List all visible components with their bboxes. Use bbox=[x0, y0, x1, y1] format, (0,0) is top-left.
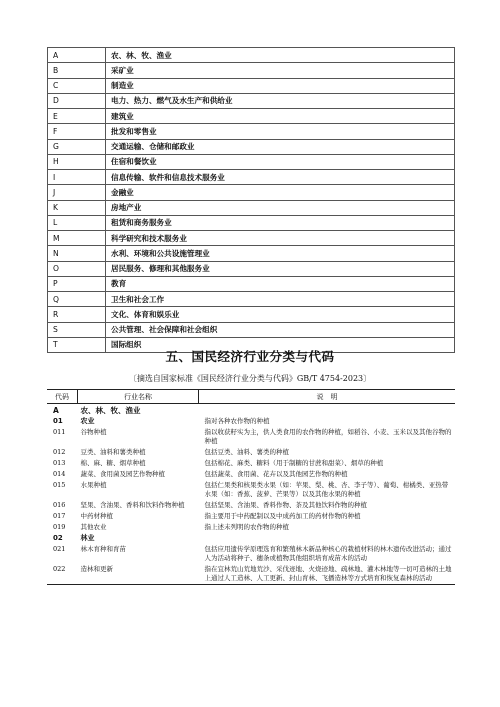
section-name: 交通运输、仓储和邮政业 bbox=[106, 139, 455, 154]
industry-code: A bbox=[53, 406, 59, 415]
table-row bbox=[47, 404, 455, 417]
section-name: 教育 bbox=[106, 276, 455, 291]
industry-name: 水果种植 bbox=[80, 481, 107, 489]
table-row bbox=[47, 469, 455, 480]
table-row bbox=[47, 544, 455, 564]
section-name: 卫生和社会工作 bbox=[106, 292, 455, 307]
section-row bbox=[48, 231, 455, 246]
table-header-row bbox=[47, 390, 455, 404]
section-code: S bbox=[48, 322, 106, 337]
industry-code: 022 bbox=[47, 564, 78, 585]
industry-code: 013 bbox=[53, 459, 66, 467]
section-name: 水利、环境和公共设施管理业 bbox=[106, 246, 455, 261]
section-name: 农、林、牧、渔业 bbox=[106, 48, 455, 63]
industry-name: 林木育种和育苗 bbox=[80, 545, 126, 553]
section-row bbox=[48, 322, 455, 337]
industry-name: 其他农业 bbox=[80, 523, 107, 531]
industry-description: 指以收获籽实为主，供人类食用的农作物的种植，如稻谷、小麦、玉米以及其他谷物的种植 bbox=[204, 428, 452, 445]
section-code: M bbox=[48, 231, 106, 246]
table-row bbox=[47, 500, 455, 511]
section-row bbox=[48, 215, 455, 230]
table-row bbox=[47, 458, 455, 469]
section-name: 居民服务、修理和其他服务业 bbox=[106, 261, 455, 276]
section-row bbox=[48, 109, 455, 124]
section-name: 文化、体育和娱乐业 bbox=[106, 307, 455, 322]
section-name: 电力、热力、燃气及水生产和供给业 bbox=[106, 93, 455, 108]
industry-code: 012 bbox=[53, 448, 66, 456]
section-code: C bbox=[48, 78, 106, 93]
industry-description bbox=[199, 533, 456, 544]
section-name: 信息传输、软件和信息技术服务业 bbox=[106, 170, 455, 185]
section-code: J bbox=[48, 185, 106, 200]
section-code: G bbox=[48, 139, 106, 154]
industry-code: 021 bbox=[53, 545, 66, 553]
section-code: I bbox=[48, 170, 106, 185]
section-row bbox=[48, 93, 455, 108]
industry-code: 02 bbox=[53, 534, 63, 542]
section-row bbox=[48, 276, 455, 291]
industry-code: 019 bbox=[53, 523, 66, 531]
industry-description: 指对各种农作物的种植 bbox=[204, 417, 270, 425]
header-description: 说 明 bbox=[199, 390, 456, 404]
section-name: 公共管理、社会保障和社会组织 bbox=[106, 322, 455, 337]
industry-description: 指主要用于中药配制以及中成药加工的药材作物的种植 bbox=[204, 512, 361, 520]
industry-name: 蔬菜、食用菌及园艺作物种植 bbox=[80, 470, 165, 478]
source-note: 〔摘选自国家标准《国民经济行业分类与代码》GB/T 4754-2023〕 bbox=[128, 374, 372, 383]
industry-code: 017 bbox=[53, 512, 66, 520]
section-name: 科学研究和技术服务业 bbox=[106, 231, 455, 246]
section-code: N bbox=[48, 246, 106, 261]
section-code: D bbox=[48, 93, 106, 108]
industry-description: 包括蔬菜、食用菌、花卉以及其他园艺作物的种植 bbox=[204, 470, 348, 478]
section-code: H bbox=[48, 154, 106, 169]
table-row bbox=[47, 447, 455, 458]
section-row bbox=[48, 78, 455, 93]
industry-code: 011 bbox=[53, 428, 66, 436]
table-row bbox=[47, 416, 455, 427]
industry-code: 015 bbox=[53, 481, 66, 489]
industry-code: 014 bbox=[53, 470, 66, 478]
section-code: A bbox=[48, 48, 106, 63]
industry-description: 指在宜林荒山荒地荒沙、采伐迹地、火烧迹地、疏林地、灌木林地等一切可造林的土地上通过人工造林、人工更新、封山育林、飞播造林等方式培育和恢复森林的活动 bbox=[199, 564, 456, 585]
industry-code: 01 bbox=[53, 417, 63, 425]
industry-code: 016 bbox=[53, 501, 66, 509]
header-name: 行业名称 bbox=[78, 390, 199, 404]
section-name: 住宿和餐饮业 bbox=[106, 154, 455, 169]
industry-description: 包括应用遗传学原理选育和繁殖林木新品种核心的栽植材料的林木遗传改进活动；通过人为活动将种子、穗条或植物其他组织培育成苗木的活动 bbox=[204, 545, 452, 562]
table-row bbox=[47, 522, 455, 533]
industry-description: 指上述未列明的农作物的种植 bbox=[204, 523, 289, 531]
industry-name: 林业 bbox=[80, 534, 95, 542]
section-row bbox=[48, 139, 455, 154]
section-code: F bbox=[48, 124, 106, 139]
table-row bbox=[47, 480, 455, 500]
section-name: 租赁和商务服务业 bbox=[106, 215, 455, 230]
section-row bbox=[48, 307, 455, 322]
section-name: 采矿业 bbox=[106, 63, 455, 78]
table-row bbox=[47, 533, 455, 544]
industry-name: 谷物种植 bbox=[80, 428, 107, 436]
industry-name: 豆类、油料和薯类种植 bbox=[80, 448, 146, 456]
industry-name: 棉、麻、糖、烟草种植 bbox=[80, 459, 146, 467]
section-row bbox=[48, 170, 455, 185]
industry-description: 包括棉花、麻类、糖料（用于制糖的甘蔗和甜菜）、烟草的种植 bbox=[204, 459, 384, 467]
industry-name: 农、林、牧、渔业 bbox=[80, 406, 141, 415]
section-heading: 五、国民经济行业分类与代码 bbox=[165, 349, 335, 364]
section-row bbox=[48, 63, 455, 78]
industry-name: 坚果、含油果、香料和饮料作物种植 bbox=[80, 501, 185, 509]
section-row bbox=[48, 185, 455, 200]
table-row bbox=[47, 427, 455, 447]
sections-table bbox=[47, 47, 455, 353]
section-code: Q bbox=[48, 292, 106, 307]
section-name: 房地产业 bbox=[106, 200, 455, 215]
section-code: R bbox=[48, 307, 106, 322]
section-code: E bbox=[48, 109, 106, 124]
section-row bbox=[48, 246, 455, 261]
section-name: 金融业 bbox=[106, 185, 455, 200]
industry-name: 农业 bbox=[80, 417, 95, 425]
industry-description: 包括仁果类和核果类水果（如：苹果、梨、桃、杏、李子等）、葡萄、柑橘类、亚热带水果（如：香蕉、菠萝、芒果等）以及其他水果的种植 bbox=[204, 481, 449, 498]
section-name: 批发和零售业 bbox=[106, 124, 455, 139]
header-code: 代码 bbox=[47, 390, 78, 404]
industry-description bbox=[199, 404, 456, 417]
section-name: 制造业 bbox=[106, 78, 455, 93]
section-code: O bbox=[48, 261, 106, 276]
section-row bbox=[48, 124, 455, 139]
section-name: 建筑业 bbox=[106, 109, 455, 124]
section-code: K bbox=[48, 200, 106, 215]
section-code: P bbox=[48, 276, 106, 291]
section-code: B bbox=[48, 63, 106, 78]
section-row bbox=[48, 48, 455, 63]
table-row bbox=[47, 564, 455, 585]
section-code: L bbox=[48, 215, 106, 230]
industry-description: 包括坚果、含油果、香料作物、茶及其他饮料作物的种植 bbox=[204, 501, 367, 509]
section-code: T bbox=[48, 337, 106, 352]
section-name: 国际组织 bbox=[106, 337, 455, 352]
table-row bbox=[47, 511, 455, 522]
section-row bbox=[48, 154, 455, 169]
section-row bbox=[48, 200, 455, 215]
section-row bbox=[48, 261, 455, 276]
industry-name: 中药材种植 bbox=[80, 512, 113, 520]
classification-table bbox=[47, 389, 455, 585]
industry-name: 造林和更新 bbox=[78, 564, 199, 585]
section-row bbox=[48, 292, 455, 307]
industry-description: 包括豆类、油料、薯类的种植 bbox=[204, 448, 289, 456]
